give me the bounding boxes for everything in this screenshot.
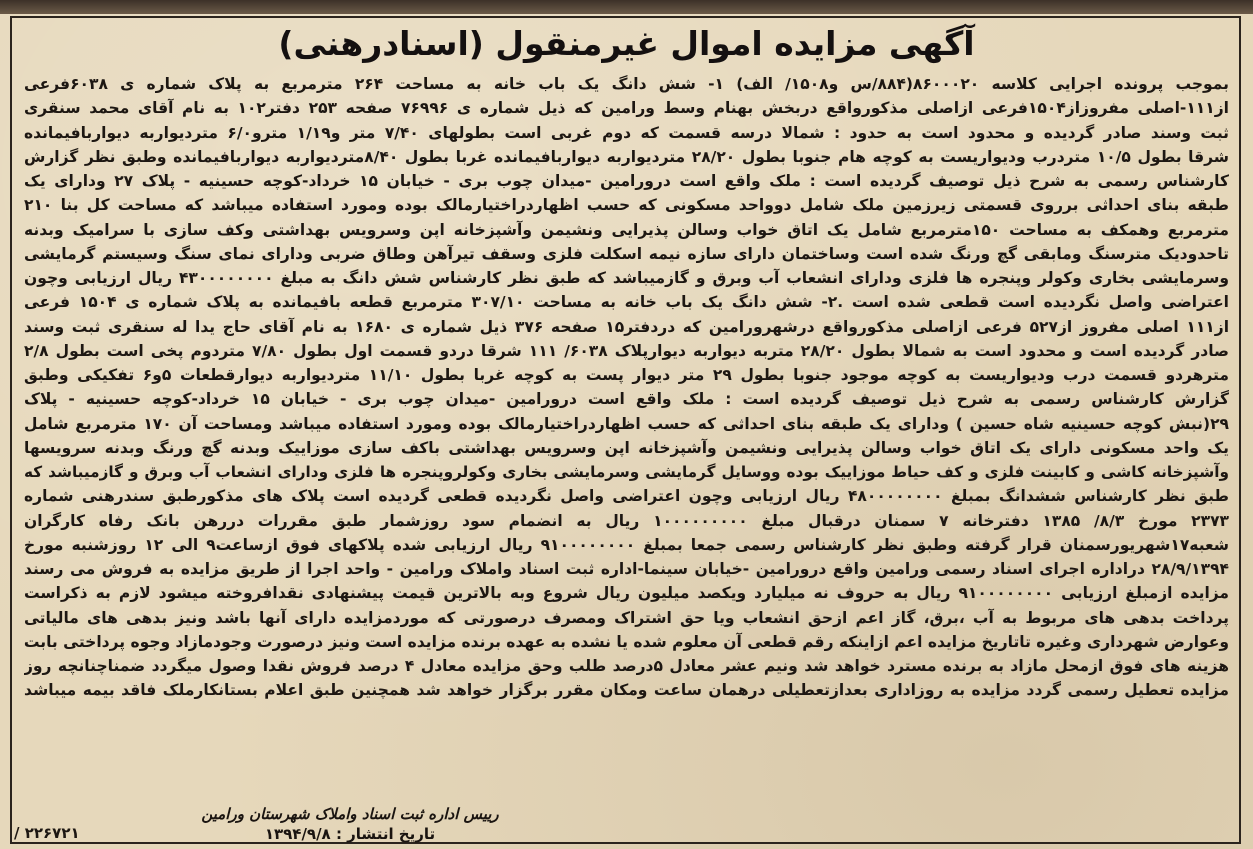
signature-title: رییس اداره ثبت اسناد واملاک شهرستان ورامین bbox=[201, 805, 499, 823]
notice-line: ۲۸/۹/۱۳۹۴ دراداره اجرای اسناد رسمی ورامین واقع درورامین -خیابان سینما-اداره ثبت اسناد واملاک ورامین - واحد اجرا از طریق مزایده به فروش می رسند bbox=[24, 560, 1229, 578]
notice-line: ۲۳۷۳ مورخ ۸/۳/ ۱۳۸۵ دفترخانه ۷ سمنان درقبال مبلغ ۱۰۰۰۰۰۰۰۰۰ ریال به انضمام سود روزشمار طبق مقررات دررهن بانک رفاه کارگران bbox=[24, 511, 1229, 530]
notice-line: وآشپزخانه کاشی و کابینت فلزی و کف حیاط موزاییک بوده ووسایل گرمایشی وسرمایشی بخاری وکولروپنجره ها فلزی ودارای انشعاب آب وبرق و گازمیباشد که bbox=[24, 463, 1229, 481]
top-edge-strip bbox=[0, 0, 1253, 14]
notice-line: از۱۱۱ اصلی مفروز از۵۲۷ فرعی ازاصلی مذکورواقع درشهرورامین که دردفتر۱۵ صفحه ۳۷۶ ذیل شماره ی ۱۶۸۰ به نام آقای حاج یدا له سنقری ثبت وسند bbox=[24, 317, 1229, 336]
notice-line: ثبت وسند صادر گردیده و محدود است به حدود : شمالا درسه قسمت که دوم غربی است بطولهای ۷/۴۰ متر و۱/۱۹ مترو۶/۰ متردیواربه دیواربافیمانده bbox=[24, 123, 1229, 142]
notice-line: هزینه های فوق ازمحل مازاد به برنده مسترد خواهد شد ونیم عشر معادل ۵درصد طلب وحق مزایده معادل ۴ درصد فروش نقدا وصول میگردد ضمناچنانچه روز bbox=[24, 657, 1229, 675]
notice-line: یک واحد مسکونی دارای یک اتاق خواب وسالن پذیرایی ونشیمن وآشپزخانه اپن وسرویس بهداشتی باکف سازی موزاییک وبدنه گچ ورنگ وبدنه سرویسها bbox=[24, 438, 1229, 457]
notice-body bbox=[24, 72, 1229, 800]
notice-line: طبق نظر کارشناس ششدانگ بمبلغ ۴۸۰۰۰۰۰۰۰۰ ریال ارزیابی وچون اعتراضی واصل نگردیده قطعی گردیده است پلاک های مذکورطبق سندرهنی شماره bbox=[24, 487, 1229, 506]
notice-line: از۱۱۱-اصلی مفروزاز۱۵۰۴فرعی ازاصلی مذکورواقع دربخش بهنام وسط ورامین که ذیل شماره ی ۷۶۹۹۶ صفحه ۲۵۳ دفتر۱۰۲ به نام آقای محمد سنقری bbox=[24, 99, 1229, 118]
notice-line: مزایده تعطیل رسمی گردد مزایده به روزاداری بعدازتعطیلی درهمان ساعت ومکان مقرر برگزار خواهد شد همچنین طبق اعلام بستانکارملک فاقد بیمه میباشد bbox=[24, 681, 1229, 700]
notice-line: اعتراضی واصل نگردیده است قطعی شده است .۲- شش دانگ یک باب خانه به مساحت ۳۰۷/۱۰ مترمربع قطعه بافیمانده به پلاک شماره ی ۱۵۰۴ فرعی bbox=[24, 293, 1229, 312]
notice-line: گزارش کارشناس رسمی به شرح ذیل توصیف گردیده است : ملک واقع است درورامین -میدان چوب بری - خیابان ۱۵ خرداد-کوچه حسینیه - پلاک bbox=[24, 390, 1229, 409]
notice-line: طبقه بنای احداثی برروی قسمتی زیرزمین ملک شامل دوواحد مسکونی که حسب اظهاردراختیارمالک بوده ومورد استفاده میباشد که مساحت کل بنا ۲۱۰ bbox=[24, 196, 1229, 215]
notice-line: وعوارض شهرداری وغیره تاتاریخ مزایده اعم ازاینکه رقم قطعی آن معلوم شده یا نشده به عهده برنده مزایده است ونیز درصورت وجودمازاد وجوه پرداختی بابت bbox=[24, 632, 1229, 651]
notice-line: کارشناس رسمی به شرح ذیل توصیف گردیده است : ملک واقع است درورامین -میدان چوب بری - خیابان ۱۵ خرداد-کوچه حسینیه - پلاک ۲۷ ودارای یک bbox=[24, 172, 1229, 190]
notice-line: پرداخت بدهی های مربوط به آب ،برق، گاز اعم ازحق انشعاب ویا حق اشتراک ومصرف درصورتی که موردمزایده دارای آنها باشد ونیز بدهی های مالیاتی bbox=[24, 608, 1229, 627]
notice-line: شرقا بطول ۱۰/۵ متردرب ودیواریست به کوچه هام جنوبا بطول ۲۸/۲۰ متردیواربه دیواربافیمانده غربا بطول ۸/۴۰متردیواربه دیواربافیمانده وطبق نظر گزارش bbox=[24, 147, 1229, 166]
publication-date: تاریخ انتشار : ۱۳۹۴/۹/۸ bbox=[264, 825, 436, 843]
notice-line: مزایده ازمبلغ ارزیابی ۹۱۰۰۰۰۰۰۰۰ ریال به حروف نه میلیارد ویکصد میلیون ریال شروع وبه بالاترین قیمت پیشنهادی نقدافروخته میشود لازم به ذکراست bbox=[24, 584, 1229, 603]
notice-line: ۲۹(نبش کوچه حسینیه شاه حسین ) ودارای یک طبقه بنای احداثی که حسب اظهاردراختیارمالک بوده ومورد استفاده میباشد ومساحت آن ۱۷۰ مترمربع شامل bbox=[24, 414, 1229, 433]
notice-line: بموجب پرونده اجرایی کلاسه ۸۶۰۰۰۲۰(۸۸۴/س و۱۵۰۸/ الف) ۱- شش دانگ یک باب خانه به مساحت ۲۶۴ مترمربع به پلاک شماره ی ۶۰۳۸فرعی bbox=[24, 75, 1229, 93]
signature-block bbox=[160, 804, 540, 844]
notice-line: صادر گردیده است و محدود است به شمالا بطول ۲۸/۲۰ متربه دیواربه دیوارپلاک ۶۰۳۸/ ۱۱۱ شرقا دردو قسمت اول بطول ۷/۸۰ متردوم پخی است بطول ۲/۸ bbox=[24, 341, 1229, 360]
notice-line: شعبه۱۷شهریورسمنان قرار گرفته وطبق نظر کارشناس رسمی جمعا بمبلغ ۹۱۰۰۰۰۰۰۰۰ ریال ارزیابی شده پلاکهای فوق ازساعت۹ الی ۱۲ روزشنبه مورخ bbox=[24, 535, 1229, 554]
notice-line: تاحدودیک مترسنگ ومابقی گچ ورنگ شده است وساختمان دارای سازه نیمه اسکلت فلزی وسقف تیرآهن وطاق ضربی ودارای نمای سنگ وسیستم گرمایشی bbox=[24, 244, 1229, 263]
notice-title: آگهی مزایده اموال غیرمنقول (اسنادرهنی) bbox=[278, 24, 975, 63]
notice-code: / ۲۲۶۷۲۱ bbox=[14, 824, 80, 842]
notice-line: مترهردو قسمت درب ودیواریست به کوچه موجود جنوبا بطول ۲۹ متر دیوار پست به کوچه غربا بطول ۱۱/۱۰ متردیواربه دیوارقطعات ۵و۶ تفکیکی وطبق bbox=[24, 366, 1229, 384]
notice-line: مترمربع وهمکف به مساحت ۱۵۰مترمربع شامل یک اتاق خواب وسالن پذیرایی ونشیمن وآشپزخانه اپن وسرویس بهداشتی وکف سازی با سرامیک وبدنه bbox=[24, 220, 1229, 239]
notice-line: وسرمایشی بخاری وکولر وپنجره ها فلزی ودارای انشعاب آب وبرق و گازمیباشد که طبق نظر کارشناس شش دانگ به مبلغ ۴۳۰۰۰۰۰۰۰۰ ریال ارزیابی وچون bbox=[24, 269, 1229, 287]
